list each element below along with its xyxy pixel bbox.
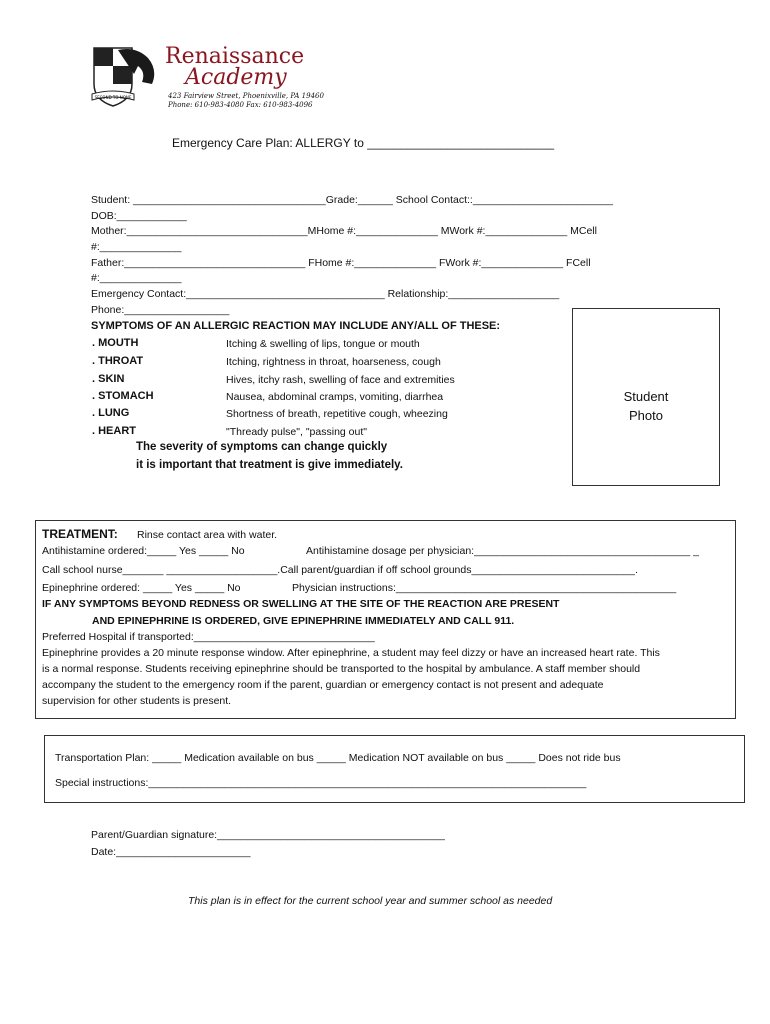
epinephrine-paragraph-line: is a normal response. Students receiving epinephrine should be transported to the hospital by ambulance. A staff member should	[42, 663, 641, 675]
transportation-plan-field[interactable]: Transportation Plan: _____ Medication available on bus _____ Medication NOT available on bus _____ Does not ride bus	[55, 752, 621, 764]
treatment-label: TREATMENT:	[42, 527, 118, 541]
emergency-phone-line[interactable]: Phone:__________________	[91, 304, 230, 316]
symptom-desc: Itching & swelling of lips, tongue or mouth	[226, 338, 420, 350]
epinephrine-paragraph-line: Epinephrine provides a 20 minute response window. After epinephrine, a student may feel dizzy or have an increased heart rate. This	[42, 647, 660, 659]
epinephrine-warning-line1: IF ANY SYMPTOMS BEYOND REDNESS OR SWELLING AT THE SITE OF THE REACTION ARE PRESENT	[42, 598, 560, 610]
antihistamine-dosage-field[interactable]: Antihistamine dosage per physician:_____________________________________ _	[306, 545, 699, 557]
page-title: Emergency Care Plan: ALLERGY to ____________________________	[172, 136, 555, 150]
mother-cell-line[interactable]: #:______________	[91, 241, 182, 253]
symptom-desc: Itching, rightness in throat, hoarseness, cough	[226, 356, 441, 368]
school-name-line1: Renaissance	[165, 44, 305, 69]
footer-note: This plan is in effect for the current school year and summer school as needed	[188, 895, 553, 907]
epinephrine-paragraph-line: accompany the student to the emergency room if the parent, guardian or emergency contact is not present and adequate	[42, 679, 604, 691]
symptom-desc: "Thready pulse", "passing out"	[226, 426, 367, 438]
symptom-desc: Nausea, abdominal cramps, vomiting, diarrhea	[226, 391, 444, 403]
treatment-section	[35, 520, 736, 719]
preferred-hospital-field[interactable]: Preferred Hospital if transported:_______________________________	[42, 631, 375, 643]
antihistamine-ordered-field[interactable]: Antihistamine ordered:_____ Yes _____ No	[42, 545, 245, 557]
symptom-name: . LUNG	[92, 407, 130, 419]
school-address: 423 Fairview Street, Phoenixville, PA 19460	[168, 92, 324, 100]
father-line[interactable]: Father:_______________________________ FHome #:______________ FWork #:______________ FCell	[91, 257, 591, 269]
symptom-name: . MOUTH	[92, 337, 139, 349]
transportation-section	[44, 735, 745, 803]
school-name-line2: Academy	[185, 65, 287, 90]
knight-crest-icon	[88, 44, 162, 110]
mother-line[interactable]: Mother:_______________________________MHome #:______________ MWork #:______________ MCell	[91, 225, 597, 237]
symptom-name: . HEART	[92, 425, 136, 437]
call-nurse-field[interactable]: Call school nurse_______ ___________________.Call parent/guardian if off school grounds____________________________.	[42, 564, 638, 576]
crest-ribbon-text: SECOND TO NONE	[94, 95, 132, 100]
dob-line[interactable]: DOB:____________	[91, 210, 187, 222]
symptom-name: . SKIN	[92, 373, 125, 385]
special-instructions-field[interactable]: Special instructions:___________________________________________________________________________	[55, 777, 587, 789]
epinephrine-ordered-field[interactable]: Epinephrine ordered: _____ Yes _____ No	[42, 582, 241, 594]
severity-warning-line2: it is important that treatment is give immediately.	[136, 459, 403, 471]
symptom-desc: Hives, itchy rash, swelling of face and extremities	[226, 374, 455, 386]
signature-date-field[interactable]: Date:_______________________	[91, 846, 251, 858]
epinephrine-warning-line2: AND EPINEPHRINE IS ORDERED, GIVE EPINEPHRINE IMMEDIATELY AND CALL 911.	[92, 615, 515, 627]
severity-warning-line1: The severity of symptoms can change quickly	[136, 441, 388, 453]
rinse-instruction: Rinse contact area with water.	[137, 529, 278, 541]
parent-signature-field[interactable]: Parent/Guardian signature:_______________________________________	[91, 829, 445, 841]
student-line[interactable]: Student: _________________________________Grade:______ School Contact::________________________	[91, 194, 613, 206]
symptom-desc: Shortness of breath, repetitive cough, wheezing	[226, 408, 448, 420]
student-photo-label: Student Photo	[623, 389, 669, 423]
epinephrine-paragraph-line: supervision for other students is present.	[42, 695, 232, 707]
emergency-contact-line[interactable]: Emergency Contact:__________________________________ Relationship:___________________	[91, 288, 560, 300]
symptoms-heading: SYMPTOMS OF AN ALLERGIC REACTION MAY INCLUDE ANY/ALL OF THESE:	[91, 320, 501, 332]
student-photo-box	[572, 308, 720, 486]
father-cell-line[interactable]: #:______________	[91, 272, 182, 284]
physician-instructions-field[interactable]: Physician instructions:________________________________________________	[292, 582, 677, 594]
symptom-name: . STOMACH	[92, 390, 154, 402]
school-phones: Phone: 610-983-4080 Fax: 610-983-4096	[168, 101, 313, 109]
symptom-name: . THROAT	[92, 355, 144, 367]
